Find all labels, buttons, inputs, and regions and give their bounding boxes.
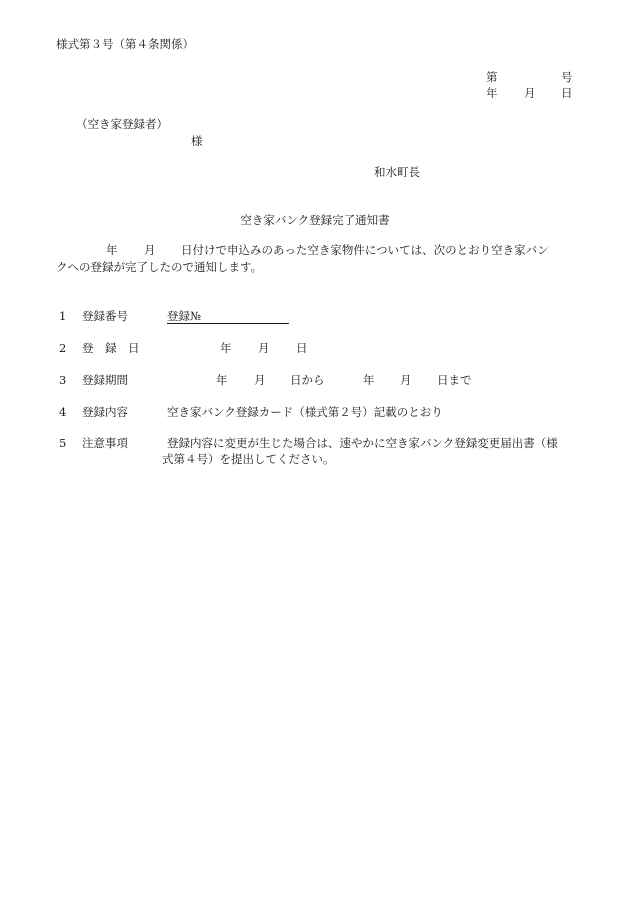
reg-month: 月 — [258, 341, 270, 355]
reg-day: 日 — [296, 341, 308, 355]
item-number: 2 — [59, 341, 67, 355]
item-label: 登録内容 — [82, 405, 128, 419]
document-number-row — [486, 70, 572, 84]
item-number: 4 — [59, 405, 67, 419]
item-label: 登録期間 — [82, 373, 128, 387]
date-day: 日 — [561, 86, 573, 100]
document-title: 空き家バンク登録完了通知書 — [240, 213, 390, 227]
item-number: 3 — [59, 373, 67, 387]
number-go: 号 — [561, 70, 573, 84]
reg-year: 年 — [220, 341, 232, 355]
addressee-label: （空き家登録者） — [76, 117, 168, 131]
item-label: 登録番号 — [82, 309, 128, 323]
item-number: 5 — [59, 436, 67, 450]
notes-value-line-1: 登録内容に変更が生じた場合は、速やかに空き家バンク登録変更届出書（様 — [167, 436, 558, 450]
notes-value-line-2: 式第４号）を提出してください。 — [162, 452, 335, 466]
number-dai: 第 — [486, 70, 498, 84]
body-month: 月 — [144, 243, 156, 257]
body-line1-rest: 日付けで申込みのあった空き家物件については、次のとおり空き家バン — [181, 243, 549, 257]
issuer: 和水町長 — [374, 165, 420, 179]
form-number: 様式第３号（第４条関係） — [56, 37, 194, 51]
body-line-2: クへの登録が完了したので通知します。 — [56, 260, 263, 274]
item-registration-number — [56, 309, 316, 323]
period-start-month: 月 — [254, 373, 266, 387]
date-year: 年 — [486, 86, 498, 100]
period-end-year: 年 — [363, 373, 375, 387]
date-month: 月 — [524, 86, 536, 100]
registration-number-field: 登録№ — [167, 309, 289, 324]
item-notes — [56, 436, 576, 468]
period-start-year: 年 — [216, 373, 228, 387]
item-registration-period — [56, 373, 526, 387]
item-registration-date — [56, 341, 356, 355]
body-line-1 — [56, 243, 576, 257]
period-end-month: 月 — [400, 373, 412, 387]
item-registration-content — [56, 405, 526, 419]
honorific: 様 — [191, 134, 203, 148]
document-date-row — [486, 86, 572, 100]
body-year: 年 — [106, 243, 118, 257]
period-start-day: 日から — [290, 373, 325, 387]
item-label: 登 録 日 — [82, 341, 140, 355]
item-label: 注意事項 — [82, 436, 128, 450]
content-value: 空き家バンク登録カード（様式第２号）記載のとおり — [167, 405, 443, 419]
item-number: 1 — [59, 309, 67, 323]
period-end-day: 日まで — [437, 373, 472, 387]
